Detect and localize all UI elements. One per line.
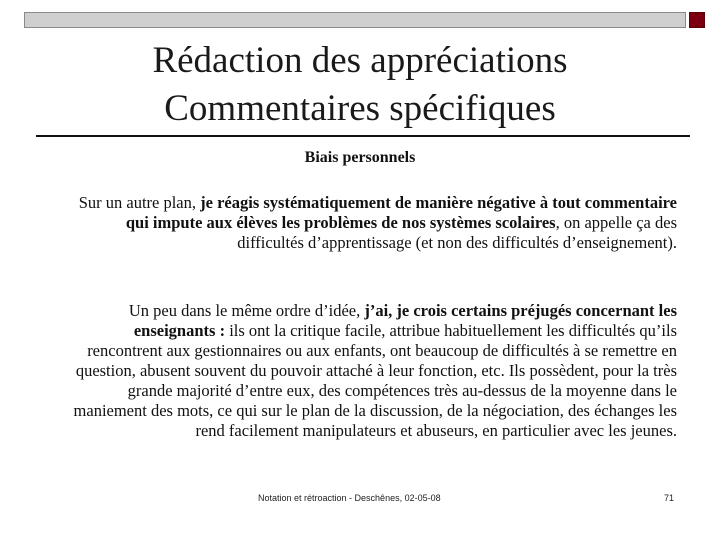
- paragraph-2-emphasis: j’ai, je crois certains préjugés concernant les enseignants :: [133, 301, 677, 340]
- header-bar: [24, 12, 686, 28]
- page-number: 71: [664, 493, 675, 503]
- paragraph-2: [57, 301, 677, 441]
- paragraph-1-emphasis: je réagis systématiquement de manière négative à tout commentaire qui impute aux élèves les problèmes de nos systèmes scolaires: [125, 193, 677, 232]
- title-divider: [36, 135, 690, 137]
- header-accent-square: [689, 12, 705, 28]
- paragraph-2-rest: ils ont la critique facile, attribue habituellement les difficultés qu’ils rencontrent aux gestionnaires ou aux enfants, ont beaucoup de difficultés à se remettre en question, abusent souvent du pouvoir attaché à leur fonction, etc. Ils possèdent, pour la très grande majorité d’entre eux, des compétences très au-dessus de la moyenne dans le maniement des mots, ce qui sur le plan de la discussion, de la négociation, des échanges les rend facilement manipulateurs et abuseurs, en particulier avec les jeunes.: [73, 321, 677, 440]
- paragraph-1-rest: , on appelle ça des difficultés d’apprentissage (et non des difficultés d’enseignement).: [237, 213, 677, 252]
- slide-title-line-1: Rédaction des appréciations: [152, 40, 568, 81]
- paragraph-1: [57, 193, 677, 253]
- footer-note: Notation et rétroaction - Deschênes, 02-05-08: [258, 493, 441, 503]
- paragraph-2-lead: Un peu dans le même ordre d’idée,: [128, 301, 365, 320]
- paragraph-1-lead: Sur un autre plan,: [78, 193, 201, 212]
- slide-title: [0, 37, 720, 133]
- section-subtitle: Biais personnels: [304, 149, 416, 166]
- slide-title-line-2: Commentaires spécifiques: [164, 88, 556, 129]
